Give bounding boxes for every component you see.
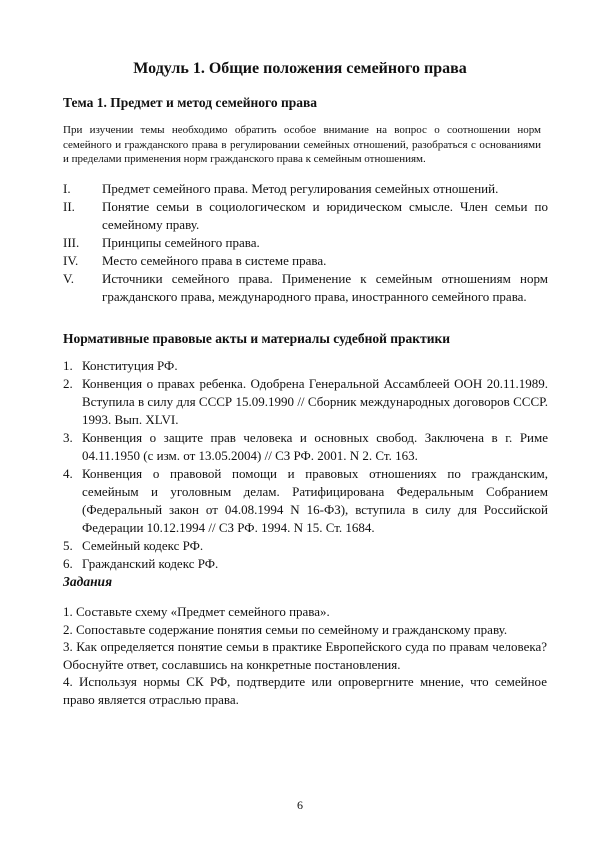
module-title: Модуль 1. Общие положения семейного права [133,60,467,77]
act-item [63,537,548,555]
topic-item [63,252,548,270]
act-item-text: Конвенция о правах ребенка. Одобрена Генеральной Ассамблеей ООН 20.11.1989. Вступила в силу для СССР 15.09.1990 // Сборник международных договоров СССР. 1993. Вып. XLVI. [82,376,548,427]
topic-item [63,180,548,198]
topic-list [63,180,548,306]
topic-item-number: IV. [63,253,79,268]
topic-item-number: III. [63,235,80,250]
act-item-text: Семейный кодекс РФ. [82,538,204,553]
task-item: 4. Используя нормы СК РФ, подтвердите или опровергните мнение, что семейное право является отраслью права. [63,674,547,707]
act-item-number: 5. [63,538,73,553]
act-item [63,465,548,537]
topic-item [63,270,548,306]
intro-paragraph: При изучении темы необходимо обратить особое внимание на вопрос о соотношении норм семейного и гражданского права в регулировании семейных отношений, разобраться с основаниями и пределами применения норм гражданского права к семейным отношениям. [63,124,541,165]
acts-heading: Нормативные правовые акты и материалы судебной практики [63,331,451,346]
topic-item [63,198,548,234]
task-item: 1. Составьте схему «Предмет семейного права». [63,604,330,619]
topic-item-text: Источники семейного права. Применение к семейным отношениям норм гражданского права, международного права, иностранного семейного права. [102,271,548,304]
act-item-text: Конвенция о правовой помощи и правовых отношениях по гражданским, семейным и уголовным делам. Ратифицирована Федеральным Собранием (Федеральный закон от 04.08.1994 N 16-ФЗ), вступила в силу для Российской Федерации 10.12.1994 // СЗ РФ. 1994. N 15. Ст. 1684. [82,466,548,535]
act-item-text: Гражданский кодекс РФ. [82,556,219,571]
topic-item-number: I. [63,181,71,196]
act-item-number: 1. [63,358,73,373]
act-item-number: 2. [63,376,73,391]
topic-heading: Тема 1. Предмет и метод семейного права [63,95,318,110]
act-item [63,357,548,375]
act-item [63,555,548,573]
act-item-text: Конвенция о защите прав человека и основных свобод. Заключена в г. Риме 04.11.1950 (с изм. от 13.05.2004) // СЗ РФ. 2001. N 2. Ст. 163. [82,430,548,463]
topic-item-text: Понятие семьи в социологическом и юридическом смысле. Член семьи по семейному праву. [102,199,548,232]
topic-item-text: Место семейного права в системе права. [102,253,327,268]
topic-item-number: V. [63,271,74,286]
tasks-heading: Задания [63,574,113,589]
act-item-text: Конституция РФ. [82,358,178,373]
act-item-number: 6. [63,556,73,571]
topic-item [63,234,548,252]
act-item-number: 3. [63,430,73,445]
topic-item-text: Предмет семейного права. Метод регулирования семейных отношений. [102,181,499,196]
task-item: 2. Сопоставьте содержание понятия семьи по семейному и гражданскому праву. [63,621,508,637]
topic-item-number: II. [63,199,75,214]
act-item [63,429,548,465]
page-number: 6 [297,798,303,812]
act-item-number: 4. [63,466,73,481]
task-item: 3. Как определяется понятие семьи в практике Европейского суда по правам человека? Обоснуйте ответ, сославшись на конкретные постановления. [63,639,547,672]
acts-list [63,357,548,573]
topic-item-text: Принципы семейного права. [102,235,260,250]
act-item [63,375,548,429]
tasks-list [63,603,547,708]
